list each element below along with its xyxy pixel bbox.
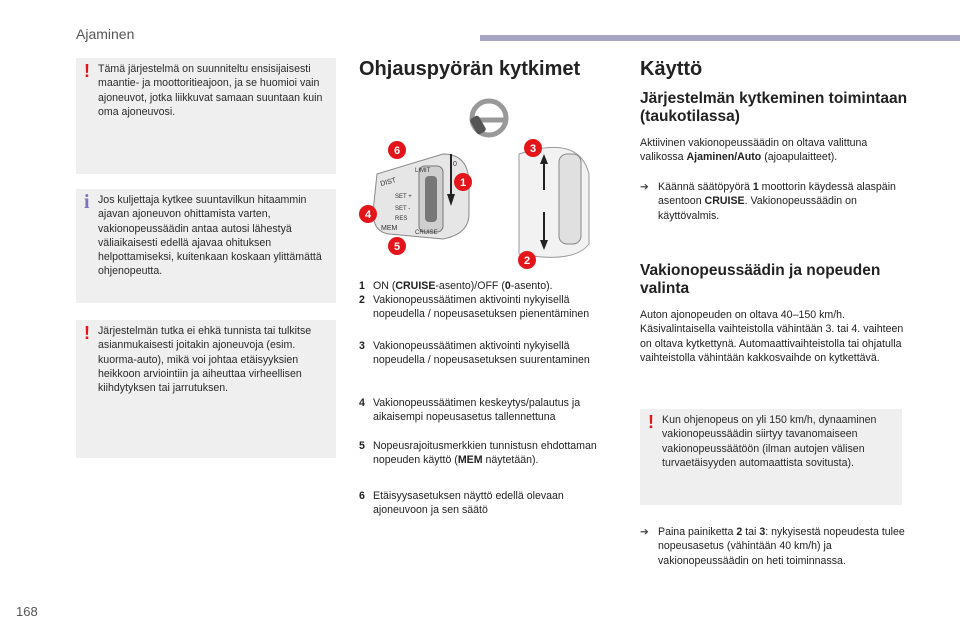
list-item-3 bbox=[359, 339, 621, 368]
svg-text:2: 2 bbox=[523, 255, 531, 267]
item-number: 2 bbox=[359, 294, 365, 306]
activation-paragraph: Aktiivinen vakionopeussäädin on oltava valittuna valikossa Ajaminen/Auto (ajoapulaitteet). bbox=[640, 137, 868, 164]
callout-5 bbox=[388, 237, 406, 255]
switch-label-res: RES bbox=[395, 216, 408, 222]
warning-box-3 bbox=[640, 409, 902, 505]
switch-label-set1: SET + bbox=[395, 194, 412, 200]
svg-text:1: 1 bbox=[459, 177, 467, 189]
warning-text-3: Kun ohjenopeus on yli 150 km/h, dynaaminen vakionopeussäädin siirtyy tavanomaiseen vakionopeussäätöön (ilman autojen välisen turvaetäisyyden automaattista sovitusta). bbox=[662, 414, 877, 469]
info-icon: i bbox=[84, 191, 90, 213]
item-number: 6 bbox=[359, 490, 365, 502]
steering-switch-figure bbox=[359, 94, 619, 274]
section-title-usage: Käyttö bbox=[640, 58, 703, 80]
warning-box-1 bbox=[76, 58, 336, 174]
cruise-switch-top bbox=[519, 147, 589, 257]
warning-text-2: Järjestelmän tutka ei ehkä tunnista tai tulkitse asianmukaisesti joitakin ajoneuvoja (esim. kuorma-auto), mikä voi johtaa etäisyyksien heikkoon arviointiin ja aiheuttaa virheellisen kiihdytyksen tai jarrutuksen. bbox=[98, 325, 312, 395]
list-item-4 bbox=[359, 396, 621, 425]
item-text: Etäisyysasetuksen näyttö edellä olevaan ajoneuvoon ja sen säätö bbox=[373, 490, 564, 517]
switch-label-zero: 0 bbox=[453, 161, 457, 168]
svg-text:4: 4 bbox=[364, 209, 372, 221]
warning-icon: ! bbox=[84, 323, 90, 343]
item-number: 5 bbox=[359, 440, 365, 452]
item-text: Vakionopeussäätimen aktivointi nykyisellä nopeudella / nopeusasetuksen suurentaminen bbox=[373, 340, 590, 367]
list-item-6 bbox=[359, 489, 621, 518]
item-text: Nopeusrajoitusmerkkien tunnistusn ehdottaman nopeuden käyttö (MEM näytetään). bbox=[373, 440, 597, 467]
list-item-2 bbox=[359, 293, 621, 322]
activation-bullet: ➔ Käännä säätöpyörä 1 moottorin käydessä alaspäin asentoon CRUISE. Vakionopeussäädin on käyttövalmis. bbox=[640, 181, 896, 222]
press-bullet: ➔ Paina painiketta 2 tai 3: nykyisestä nopeudesta tulee nopeusasetus (vähintään 40 km/h) ja vakionopeussäädin on heti toiminnassa. bbox=[640, 526, 905, 567]
switch-label-cruise: CRUISE bbox=[415, 230, 438, 236]
svg-text:5: 5 bbox=[393, 241, 401, 253]
subsection-title-activation: Järjestelmän kytkeminen toimintaan (taukotilassa) bbox=[640, 90, 908, 125]
item-number: 4 bbox=[359, 397, 365, 409]
switch-label-mem: MEM bbox=[381, 225, 398, 232]
callout-2 bbox=[518, 251, 536, 269]
info-text: Jos kuljettaja kytkee suuntavilkun hitaammin ajavan ajoneuvon ohittamista varten, vakionopeussäädin antaa autosi lähestyä väliaikaisesti edellä ajavaa ohituksen helpottamiseksi, kuitenkaan koskaan ylittämättä ohjenopeutta. bbox=[98, 194, 322, 278]
steering-wheel-icon bbox=[469, 101, 506, 135]
list-item-1 bbox=[359, 279, 621, 293]
callout-4 bbox=[359, 205, 377, 223]
subsection-title-speed: Vakionopeussäädin ja nopeuden valinta bbox=[640, 262, 881, 297]
item-number: 3 bbox=[359, 340, 365, 352]
switch-label-lim: LIMIT bbox=[415, 168, 431, 174]
warning-icon: ! bbox=[648, 412, 654, 432]
svg-text:3: 3 bbox=[529, 143, 537, 155]
page-number: 168 bbox=[16, 604, 38, 619]
item-number: 1 bbox=[359, 280, 365, 292]
item-text: Vakionopeussäätimen aktivointi nykyisellä nopeudella / nopeusasetuksen pienentäminen bbox=[373, 294, 590, 321]
switch-label-set2: SET - bbox=[395, 206, 411, 212]
callout-3 bbox=[524, 139, 542, 157]
info-box bbox=[76, 189, 336, 303]
cruise-switch-side bbox=[373, 154, 469, 239]
section-title-controls: Ohjauspyörän kytkimet bbox=[359, 58, 581, 80]
switch-label-dist: DIST bbox=[379, 177, 397, 188]
warning-text-1: Tämä järjestelmä on suunniteltu ensisijaisesti maantie- ja moottoritieajoon, ja se huomioi vain ajoneuvot, jotka liikkuvat samaan suuntaan kuin oma ajoneuvosi. bbox=[98, 63, 323, 118]
callout-1 bbox=[454, 173, 472, 191]
callout-6 bbox=[388, 141, 406, 159]
list-item-5 bbox=[359, 439, 621, 468]
item-text: ON (CRUISE-asento)/OFF (0-asento). bbox=[373, 280, 553, 292]
warning-icon: ! bbox=[84, 61, 90, 81]
header-bar bbox=[480, 35, 960, 41]
item-text: Vakionopeussäätimen keskeytys/palautus ja aikaisempi nopeusasetus tallennettuna bbox=[373, 397, 581, 424]
arrow-bullet-icon: ➔ bbox=[640, 181, 649, 193]
arrow-bullet-icon: ➔ bbox=[640, 526, 649, 538]
svg-text:6: 6 bbox=[393, 145, 401, 157]
speed-paragraph: Auton ajonopeuden on oltava 40–150 km/h. Käsivalintaisella vaihteistolla vähintään 3. tai 4. vaihteen on oltava kytkettynä. Automaattivaihteistolla tai ohjatulla vaihteistolla vähintään kakkosvaihde on kytkettävä. bbox=[640, 309, 904, 364]
warning-box-2 bbox=[76, 320, 336, 458]
header-title: Ajaminen bbox=[76, 26, 135, 42]
